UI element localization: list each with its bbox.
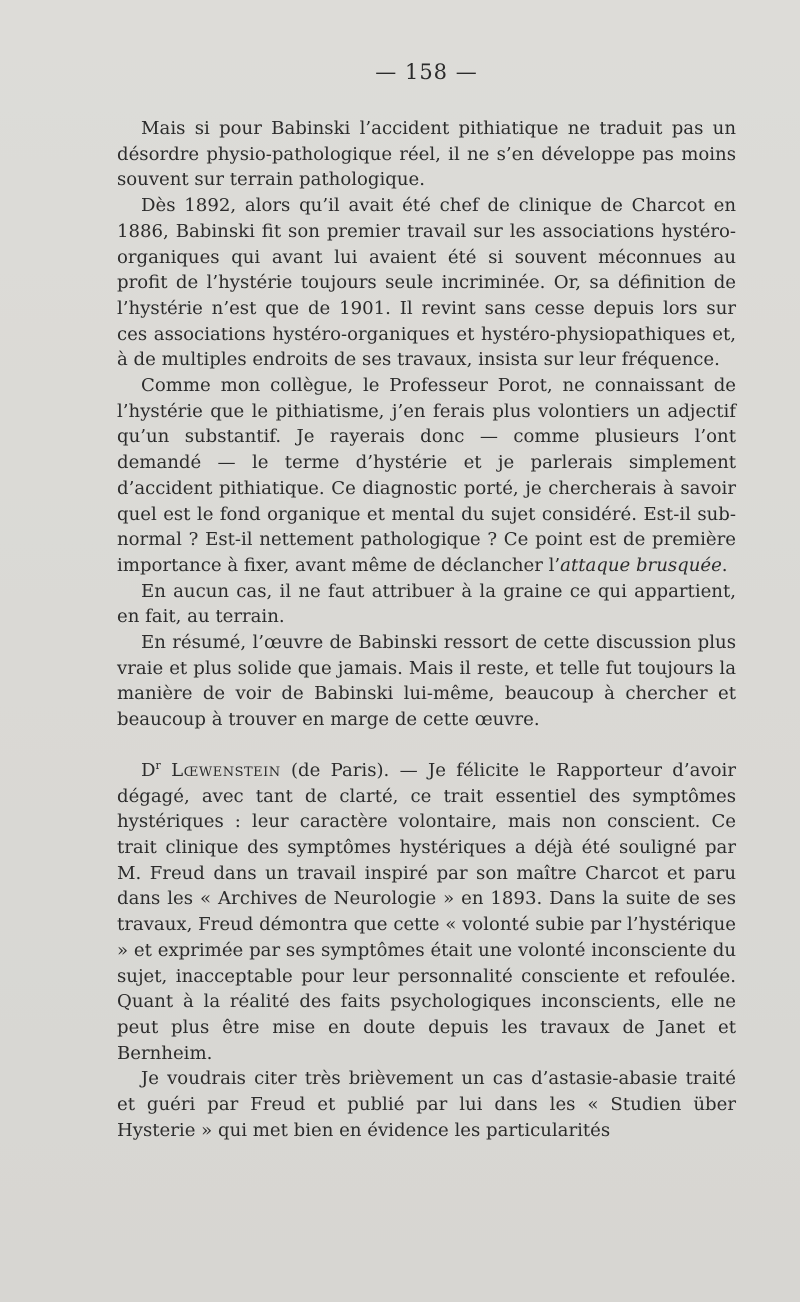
speaker-title-superscript: r [155, 758, 161, 772]
paragraph-1 [117, 116, 736, 193]
page-number: — 158 — [375, 60, 478, 84]
speaker-place: (de Paris). [280, 759, 390, 781]
paragraph-6-text: — Je félicite le Rapporteur d’avoir dégagé, avec tant de clarté, ce trait essentiel des symptômes hystériques : leur caractère volontaire, mais non conscient. Ce trait clinique des symptômes hystériques a déjà été souligné par M. Freud dans un travail inspiré par son maître Charcot et paru dans les « Archives de Neurologie » en 1893. Dans la suite de ses travaux, Freud démontra que cette « volonté subie par l’hystérique » et exprimée par ses symptômes était une volonté inconsciente du sujet, inacceptable pour leur personnalité consciente et refoulée. Quant à la réalité des faits psychologiques inconscients, elle ne peut plus être mise en doute depuis les travaux de Janet et Bernheim. [117, 759, 736, 1064]
paragraph-2-text: Dès 1892, alors qu’il avait été chef de clinique de Charcot en 1886, Babinski fit son premier travail sur les associations hystéro-organiques qui avant lui avaient été si souvent méconnues au profit de l’hystérie toujours seule incriminée. Or, sa définition de l’hystérie n’est que de 1901. Il revint sans cesse depuis lors sur ces associations hystéro-organiques et hystéro-physiopathiques et, à de multiples endroits de ses travaux, insista sur leur fréquence. [117, 195, 736, 371]
paragraph-5 [117, 630, 736, 733]
paragraph-3 [117, 373, 736, 579]
paragraph-4-text: En aucun cas, il ne faut attribuer à la graine ce qui appartient, en fait, au terrain. [117, 580, 736, 628]
paragraph-2 [117, 193, 736, 373]
paragraph-3-italic-prefix: l’ [548, 554, 561, 576]
paragraph-7 [117, 1066, 736, 1143]
paragraph-7-text: Je voudrais citer très brièvement un cas d’astasie-abasie traité et guéri par Freud et publié par lui dans les « Studien über Hysterie » qui met bien en évidence les particularités [117, 1068, 736, 1141]
paragraph-4 [117, 579, 736, 630]
paragraph-3-end: . [721, 554, 728, 576]
paragraph-5-text: En résumé, l’œuvre de Babinski ressort de cette discussion plus vraie et plus solide que jamais. Mais il reste, et telle fut toujours la manière de voir de Babinski lui-même, beaucoup à chercher et beaucoup à trouver en marge de cette œuvre. [117, 632, 736, 731]
paragraph-3-text: Comme mon collègue, le Professeur Porot, ne connaissant de l’hystérie que le pithiatisme, j’en ferais plus volontiers un adjectif qu’un substantif. Je rayerais donc — comme plusieurs l’ont demandé — le terme d’hystérie et je parlerais simplement d’accident pithiatique. Ce diagnostic porté, je chercherais à savoir quel est le fond organique et mental du sujet considéré. Est-il sub-normal ? Est-il nettement pathologique ? Ce point est de première importance à fixer, avant même de déclancher [117, 375, 736, 576]
paragraph-6 [117, 758, 736, 1066]
speaker-name: Lœwenstein [171, 759, 281, 781]
paragraph-3-italic-phrase: attaque brusquée [560, 554, 722, 576]
speaker-title: D [141, 759, 156, 781]
paragraph-1-text: Mais si pour Babinski l’accident pithiatique ne traduit pas un désordre physio-pathologique réel, il ne s’en développe pas moins souvent sur terrain pathologique. [117, 118, 736, 191]
